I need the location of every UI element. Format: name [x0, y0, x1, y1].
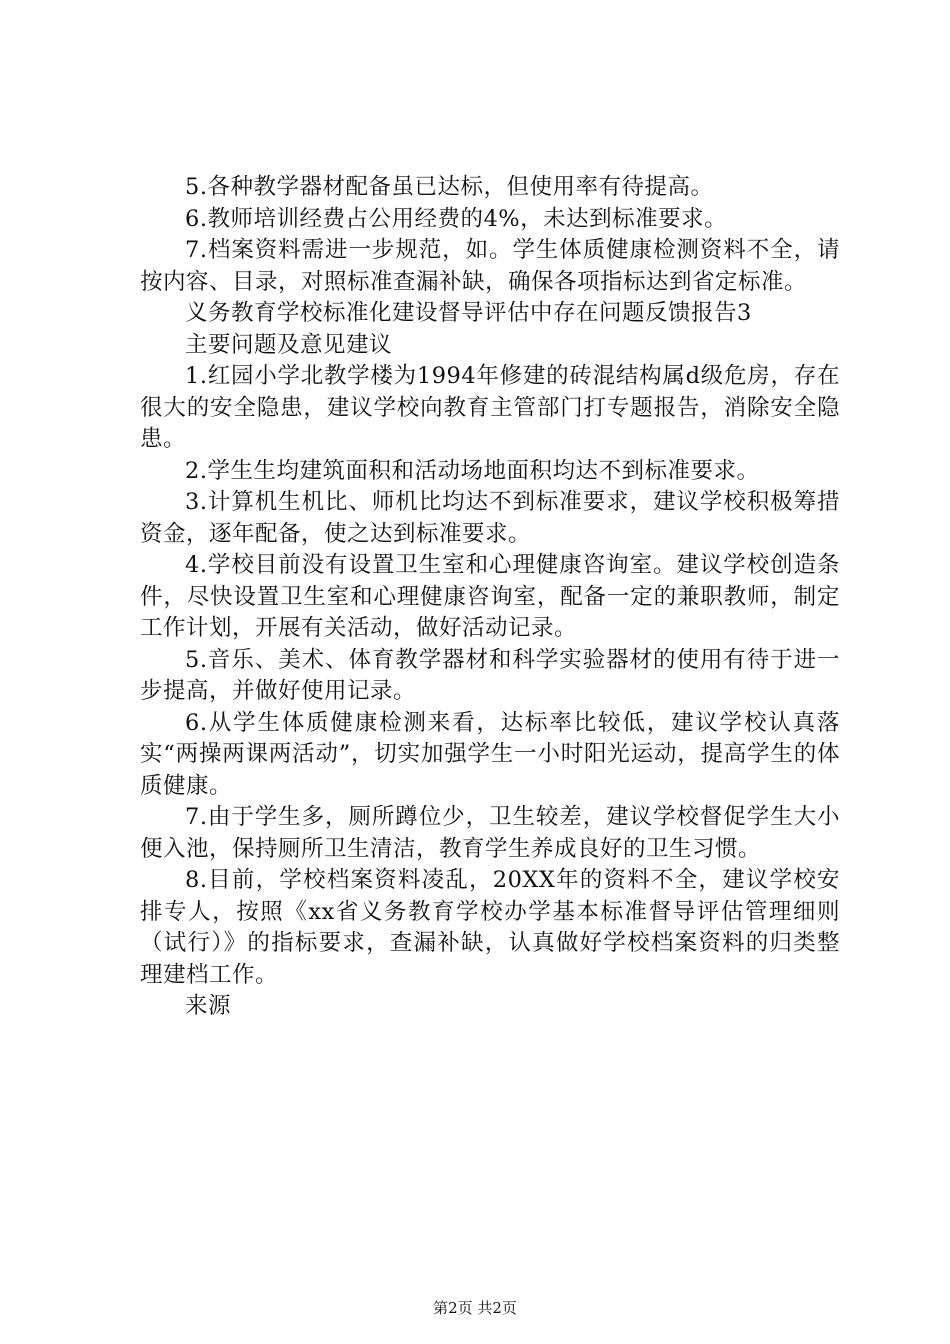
- page-number: 第2页 共2页: [433, 1299, 517, 1317]
- paragraph: 6.从学生体质健康检测来看，达标率比较低，建议学校认真落实“两操两课两活动”，切实加强学生一小时阳光运动，提高学生的体质健康。: [140, 709, 840, 799]
- page-footer: [0, 1298, 950, 1318]
- source-label: 来源: [185, 993, 232, 1019]
- report-heading: 义务教育学校标准化建设督导评估中存在问题反馈报告3: [185, 300, 752, 326]
- paragraph: 4.学校目前没有设置卫生室和心理健康咨询室。建议学校创造条件，尽快设置卫生室和心理健康咨询室，配备一定的兼职教师，制定工作计划，开展有关活动，做好活动记录。: [140, 552, 840, 641]
- paragraph: 7.由于学生多，厕所蹲位少，卫生较差，建议学校督促学生大小便入池，保持厕所卫生清洁，教育学生养成良好的卫生习惯。: [140, 804, 840, 862]
- paragraph: 6.教师培训经费占公用经费的4%，未达到标准要求。: [185, 205, 728, 232]
- paragraph: 7.档案资料需进一步规范，如。学生体质健康检测资料不全，请按内容、目录，对照标准查漏补缺，确保各项指标达到省定标准。: [140, 237, 840, 295]
- paragraph: 2.学生生均建筑面积和活动场地面积均达不到标准要求。: [185, 457, 760, 484]
- paragraph: 5.音乐、美术、体育教学器材和科学实验器材的使用有待于进一步提高，并做好使用记录。: [140, 646, 840, 704]
- paragraph: 1.红园小学北教学楼为1994年修建的砖混结构属d级危房，存在很大的安全隐患，建议学校向教育主管部门打专题报告，消除安全隐患。: [140, 363, 840, 452]
- paragraph: 5.各种教学器材配备虽已达标，但使用率有待提高。: [185, 174, 714, 200]
- paragraph: 8.目前，学校档案资料凌乱，20XX年的资料不全，建议学校安排专人，按照《xx省义务教育学校办学基本标准督导评估管理细则（试行）》的指标要求，查漏补缺，认真做好学校档案资料的归类整理建档工作。: [140, 867, 840, 988]
- section-heading: 主要问题及意见建议: [185, 331, 393, 358]
- paragraph: 3.计算机生机比、师机比均达不到标准要求，建议学校积极筹措资金，逐年配备，使之达到标准要求。: [140, 489, 840, 547]
- document-body: [140, 172, 840, 1023]
